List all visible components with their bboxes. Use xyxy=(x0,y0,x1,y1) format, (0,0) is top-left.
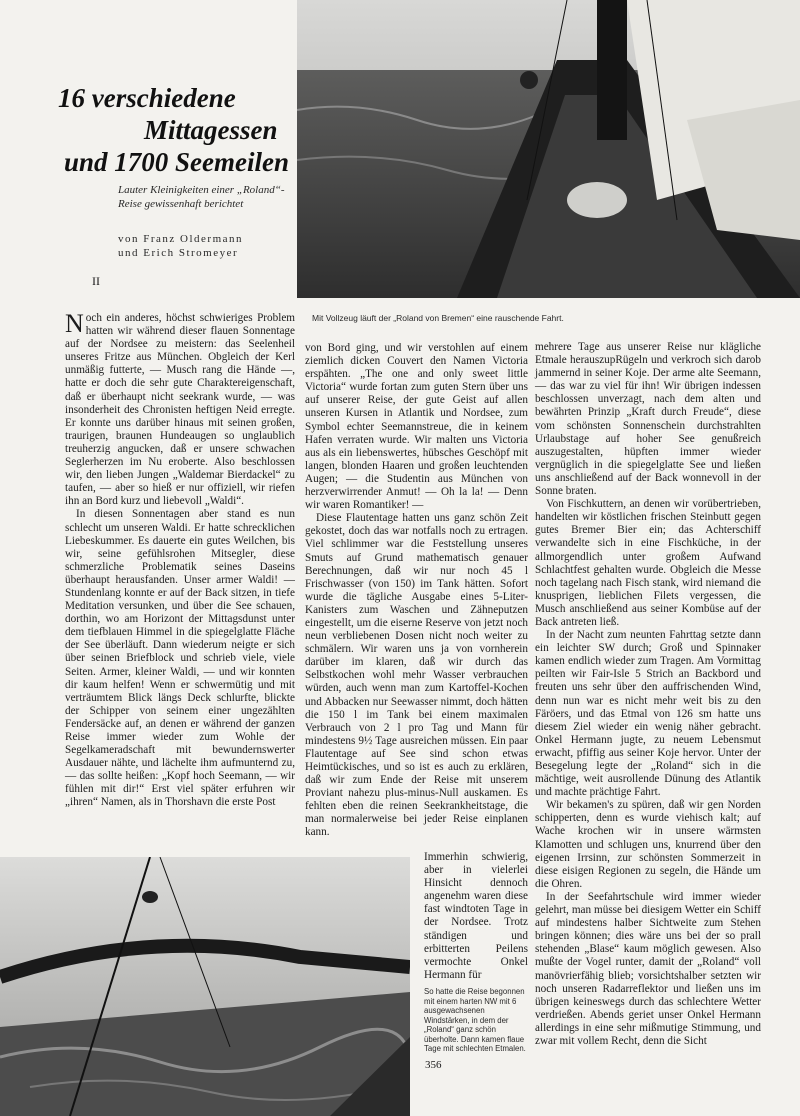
authors-line-1: von Franz Oldermann xyxy=(118,233,244,245)
bottom-photo xyxy=(0,857,410,1116)
page-number: 356 xyxy=(425,1059,442,1071)
article-authors xyxy=(118,232,298,260)
column-1 xyxy=(65,309,295,848)
paragraph: Von Fischkuttern, an denen wir vorübertrieben, handelten wir köstlichen frischen Steinbutt gegen gutes Bremer Bier ein; das Achterschiff verwandelte sich in eine Fischküche, in der allmorgendlich unter großem Aufwand Schlachtfest gehalten wurde. Obgleich die Messe noch tagelang nach Fisch stank, wird niemand die knusprigen, lieblichen Filets vergessen, die Musch anschließend aus seiner Kombüse auf der Back antreten ließ. xyxy=(535,498,761,628)
paragraph xyxy=(65,309,295,508)
top-photo-caption: Mit Vollzeug läuft der „Roland von Bremen“ eine rauschende Fahrt. xyxy=(312,313,564,323)
paragraph: von Bord ging, und wir verstohlen auf einem ziemlich dicken Couvert den Namen Victoria erspähten. „The one and only sweet little Victoria“ wurde fortan zum guten Stern über uns auf unserer Reise, der gute Geist auf allen unseren Kursen in Atlantik und Nordsee, zum Symbol echter Seemannstreue, die in keinem Hafen verraten wurde. Wir malten uns Victoria aus als ein liebenswertes, hübsches Geschöpf mit langen, blonden Haaren und großen leuchtenden Augen; — die Studentin aus München von herzverwirrender Anmut! — Oh la la! — Denn wir waren Romantiker! — xyxy=(305,342,528,512)
paragraph: Diese Flautentage hatten uns ganz schön Zeit gekostet, doch das war notfalls noch zu ertragen. Viel schlimmer war die Feststellung unseres Smuts auf Grund mathematisch genauer Berechnungen, daß wir nur noch 45 l Frischwasser (von 150) im Tank hätten. Sofort wurde die tägliche Ausgabe eines 5-Liter-Kanisters zum Waschen und Zähneputzen eingestellt, um die eiserne Reserve von jetzt noch neun verbliebenen Dosen nicht noch weiter zu schmälern. Wir waren uns ja von vornherein darüber im klaren, daß wir durch das Selbstkochen wohl mehr Wasser verbrauchen würden, auch wenn man zum Kartoffel-Kochen und Abbacken nur Seewasser nimmt, doch hätten die 150 l im Tank bei einem maximalen Verbrauch von 2 l pro Tag und Mann für mindestens 9½ Tage ausreichen müssen. Ein paar Flautentage auf See sind schon etwas Heimtückisches, und so ist es auch zu erklären, daß wir zum Ende der Reise mit unserem Proviant nahezu plus-minus-Null auskamen. Es fehlten eben die reinen Seekrankheitstage, die man normalerweise bei jeder Reise einplanen kann. xyxy=(305,512,528,839)
paragraph-text: och ein anderes, höchst schwieriges Problem hatten wir während dieser flauen Sonnentage auf der Nordsee zu meistern: das Seelenheil unseres Fritze aus München. Obgleich der Kerl unmäßig futterte, — Musch rang die Hände —, hatte er doch die sehr gute Charaktereigenschaft, daß er überhaupt nicht seekrank wurde, — was insonderheit des Chronisten heftigen Neid erregte. Er konnte uns darüber hinaus mit seinen großen, traurigen, braunen Hundeaugen so unglaublich treuherzig angucken, daß er unsere schwachen Seglerherzen im Nu eroberte. Also beschlossen wir, den lieben Jungen „Waldemar Bierdackel“ zu taufen, — aber so hieß er nur offiziell, wir riefen ihn an Bord kurz und liebevoll „Waldi“. xyxy=(65,312,295,508)
top-photo xyxy=(297,0,800,298)
paragraph: In der Seefahrtschule wird immer wieder gelehrt, man müsse bei diesigem Wetter ein Schiff auf mindestens halber Sichtweite zum Stehen bringen können; dies wäre uns bei der so prall stehenden „Blase“ kaum möglich gewesen. Also mußte der Vogel runter, damit der „Roland“ voll manövrierfähig blieb; vorsichtshalber setzten wir noch unseren Radarreflektor und ließen uns im übrigen keineswegs durch das schlechtere Wetter verdrießen. Abends geriet unser Onkel Hermann allerdings in eine sehr mißmutige Stimmung, und zwar mit vollem Recht, denn die Sicht xyxy=(535,890,761,1047)
paragraph: Immerhin schwierig, aber in vielerlei Hinsicht dennoch angenehm waren diese fast windtoten Tage in der Nordsee. Trotz ständigen und erbitterten Peilens vermochte Onkel Hermann für xyxy=(424,851,528,981)
bottom-photo-caption: So hatte die Reise begonnen mit einem harten NW mit 6 ausgewachsenen Windstärken, in dem der „Roland“ ganz schön überholte. Dann kamen flaue Tage mit schlechten Etmalen. xyxy=(424,987,526,1053)
article-subtitle: Lauter Kleinigkeiten einer „Roland“-Reise gewissenhaft berichtet xyxy=(118,184,285,210)
authors-line-2: und Erich Stromeyer xyxy=(118,247,239,259)
article-title xyxy=(58,82,288,178)
paragraph: In der Nacht zum neunten Fahrttag setzte dann ein leichter SW durch; Groß und Spinnaker kamen endlich wieder zum Tragen. Am Vormittag peilten wir Fair-Isle 5 Strich an Backbord und freuten uns sehr über den auffrischenden Wind, denn nun war es nicht mehr weit bis zu den Färöers, und das Etmal von 126 sm hatte uns diesem Ziel wieder ein wenig näher gebracht. Onkel Hermann jugte, zu neuem Lebensmut erwacht, pfiffig aus seiner Koje hervor. Unter der Besegelung legte der „Roland“ sich in die mächtige, weit ausrollende Dünung des Atlantik und machte prächtige Fahrt. xyxy=(535,629,761,799)
rough-sea-photo xyxy=(0,857,410,1116)
title-line-3: und 1700 Seemeilen xyxy=(64,147,290,177)
column-3 xyxy=(535,341,761,1063)
title-line-2: Mittagessen xyxy=(144,115,278,145)
paragraph: Wir bekamen's zu spüren, daß wir gen Norden schipperten, denn es wurde viehisch kalt; auf Wache krochen wir in unsere wärmsten Klamotten und schlugen uns, knurrend über den eigenen Irrsinn, zur schönsten Sommerzeit in diese eisigen Regionen zu segeln, die Hände um die Ohren. xyxy=(535,799,761,890)
paragraph: In diesen Sonnentagen aber stand es nun schlecht um unseren Waldi. Er hatte schrecklichen Liebeskummer. Es dauerte ein gutes Weilchen, bis wir, seine gefühlsrohen Mitsegler, diese schmerzliche Problematik seines Daseins überhaupt herausfanden. Unser armer Waldi! — Stundenlang konnte er auf der Back sitzen, in tiefe Meditation versunken, und über die See schauen, dorthin, wo am Horizont der Mittagsdunst unter dem tiefblauen Himmel in die spiegelglatte Fläche der See überläuft. Dann wiederum neigte er sich über seinen Briefblock und schrieb viele, viele Seiten. Armer, kleiner Waldi, — und wir konnten dir kaum helfen! Wenn er schwermütig und mit verträumtem Blick längs Deck schlurfte, blickte der Schipper von seinem einer ungezählten Fendersäcke auf, an denen er während der ganzen Reise immer wieder zum Wohle der Segelkameradschaft mit bewundernswerter Ausdauer nähte, und lächelte ihm aufmunternd zu, — das sollte heißen: „Kopf hoch Seemann, — wir fühlen mit dir!“ Erst viel später erfuhren wir „ihren“ Namen, als in Thorshavn die erste Post xyxy=(65,508,295,809)
drop-cap: N xyxy=(65,309,84,338)
sailboat-deck-photo xyxy=(297,0,800,298)
title-line-1: 16 verschiedene xyxy=(58,83,236,113)
column-2b xyxy=(424,851,528,981)
part-number: II xyxy=(92,274,100,288)
paragraph: mehrere Tage aus unserer Reise nur klägliche Etmale herauszupRügeln und verkroch sich darob jammernd in seiner Koje. Der arme alte Seemann, — das war zu viel für ihn! Wir übrigen indessen beschlossen unverzagt, nach dem alten und bewährten Prinzip „Kraft durch Freude“, diese vom schönsten Sonnenschein durchstrahlten Urlaubstage auf hoher See genußreich auszugestalten, hüpften immer wieder vergnüglich in die spiegelglatte See und ließen uns anschließend auf der Back wonnevoll in der Sonne braten. xyxy=(535,341,761,498)
column-2 xyxy=(305,342,528,848)
